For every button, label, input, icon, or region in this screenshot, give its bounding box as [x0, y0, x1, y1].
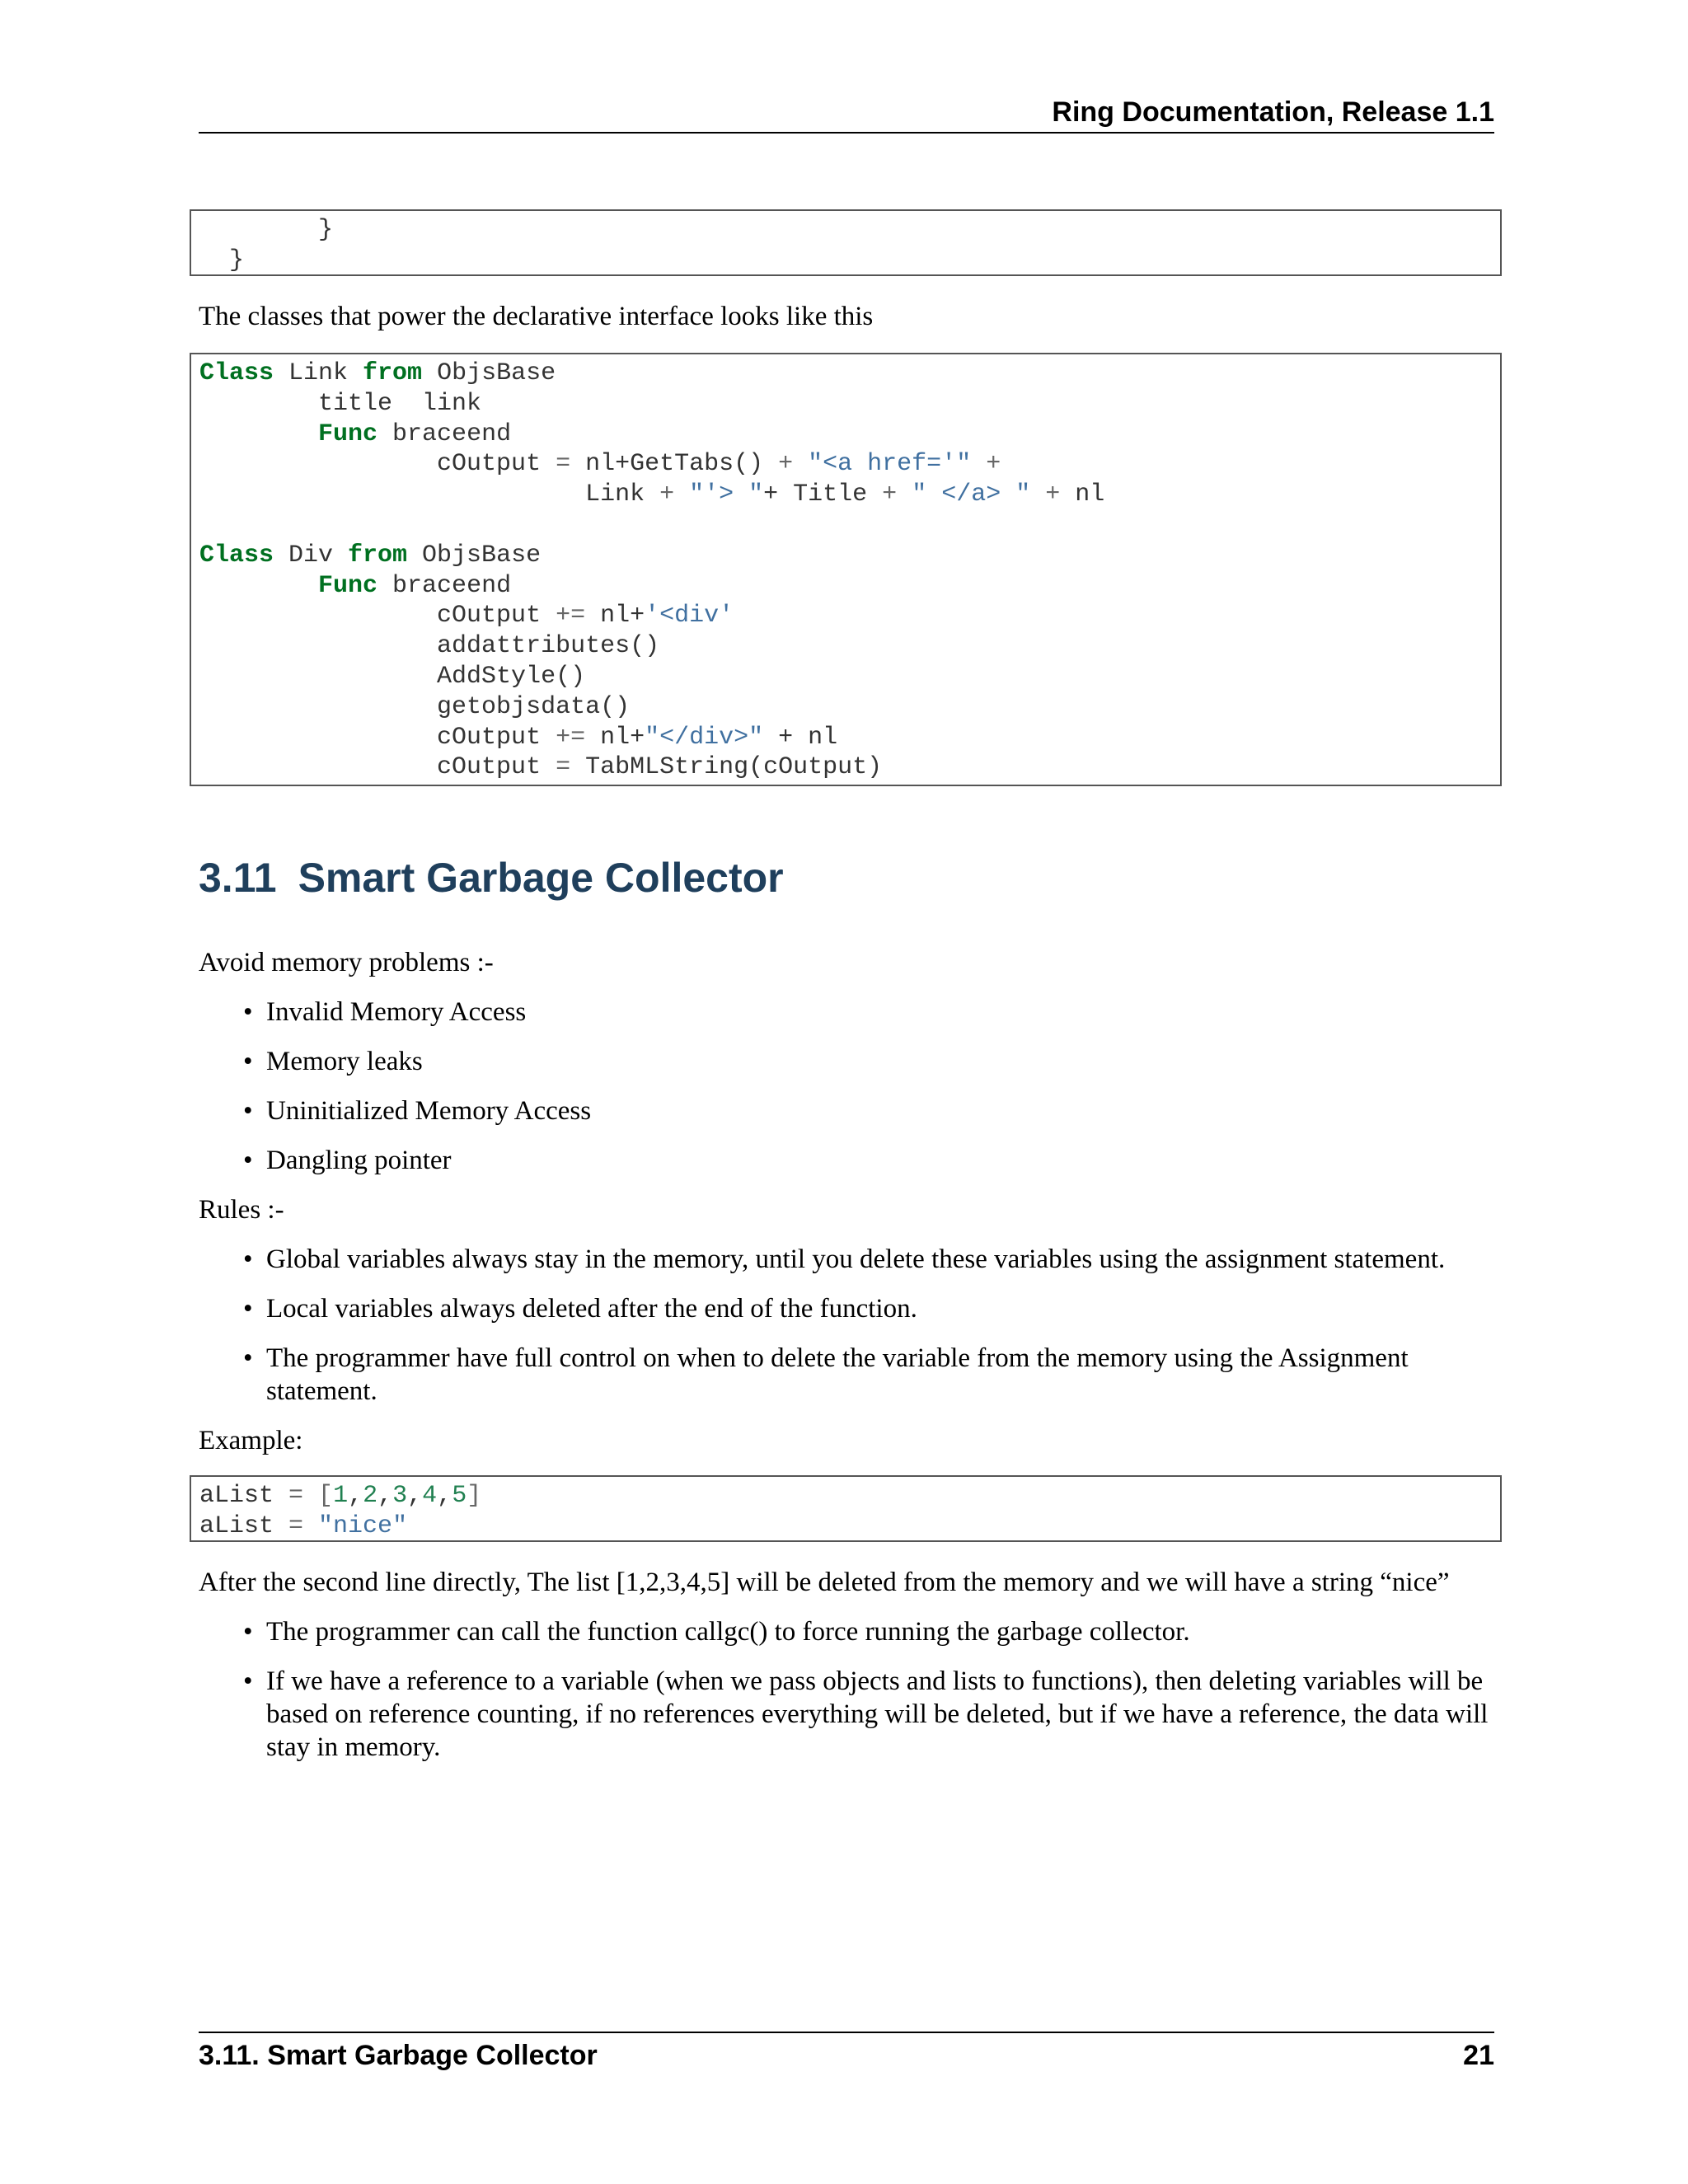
list-item: • Invalid Memory Access — [266, 996, 1494, 1029]
list-item: • Memory leaks — [266, 1045, 1494, 1078]
section-title-text: Smart Garbage Collector — [298, 855, 784, 901]
code-block-top — [190, 209, 1502, 276]
list-item: • Dangling pointer — [266, 1144, 1494, 1177]
code-line: } — [199, 216, 334, 244]
code-line: aList = "nice" — [199, 1511, 408, 1540]
code-line: cOutput += nl+"</div>" + nl — [199, 723, 838, 752]
code-line: Class Div from ObjsBase — [199, 541, 542, 569]
page-number: 21 — [1463, 2040, 1494, 2071]
footer-section: 3.11. Smart Garbage Collector — [199, 2040, 598, 2071]
list-item: • The programmer have full control on when to delete the variable from the memory using the Assignment statement. — [266, 1342, 1494, 1408]
code-line: Func braceend — [318, 419, 512, 448]
list-item: • The programmer can call the function callgc() to force running the garbage collector. — [266, 1615, 1494, 1648]
list-item: • Local variables always deleted after the end of the function. — [266, 1292, 1494, 1325]
code-line: AddStyle() — [199, 662, 586, 691]
rules-intro: Rules :- — [199, 1195, 284, 1225]
code-line: cOutput += nl+'<div' — [199, 602, 734, 630]
code-line: Link + "'> "+ Title + " </a> " + nl — [199, 480, 1105, 509]
section-heading — [199, 849, 784, 907]
intro-paragraph: The classes that power the declarative interface looks like this — [199, 302, 874, 331]
code-line: cOutput = nl+GetTabs() + "<a href='" + — [199, 450, 1001, 479]
code-line: aList = [1,2,3,4,5] — [199, 1482, 482, 1510]
page-header — [199, 92, 1494, 134]
avoid-intro: Avoid memory problems :- — [199, 948, 494, 977]
code-line-blank — [199, 510, 1492, 541]
code-line: getobjsdata() — [199, 692, 631, 721]
after-paragraph: After the second line directly, The list [1,2,3,4,5] will be deleted from the memory and we will have a string “nice” — [199, 1568, 1450, 1597]
list-item: • Global variables always stay in the memory, until you delete these variables using the assignment statement. — [266, 1243, 1494, 1276]
code-line: Func braceend — [318, 571, 512, 600]
example-label: Example: — [199, 1426, 303, 1455]
code-line: title link — [199, 389, 482, 418]
header-title: Ring Documentation, Release 1.1 — [1052, 96, 1494, 128]
code-line: Class Link from ObjsBase — [199, 359, 556, 387]
code-line: } — [199, 246, 245, 274]
section-number: 3.11 — [199, 855, 277, 901]
page-footer — [199, 2032, 1494, 2078]
code-line: cOutput = TabMLString(cOutput) — [199, 753, 883, 782]
code-block-classes — [190, 353, 1502, 786]
code-line: addattributes() — [199, 632, 660, 661]
code-block-example — [190, 1475, 1502, 1542]
list-item: • Uninitialized Memory Access — [266, 1094, 1494, 1127]
list-item: • If we have a reference to a variable (when we pass objects and lists to functions), then deleting variables will be based on reference counting, if no references everything will be deleted, but if we have a reference, the data will stay in memory. — [266, 1665, 1494, 1764]
